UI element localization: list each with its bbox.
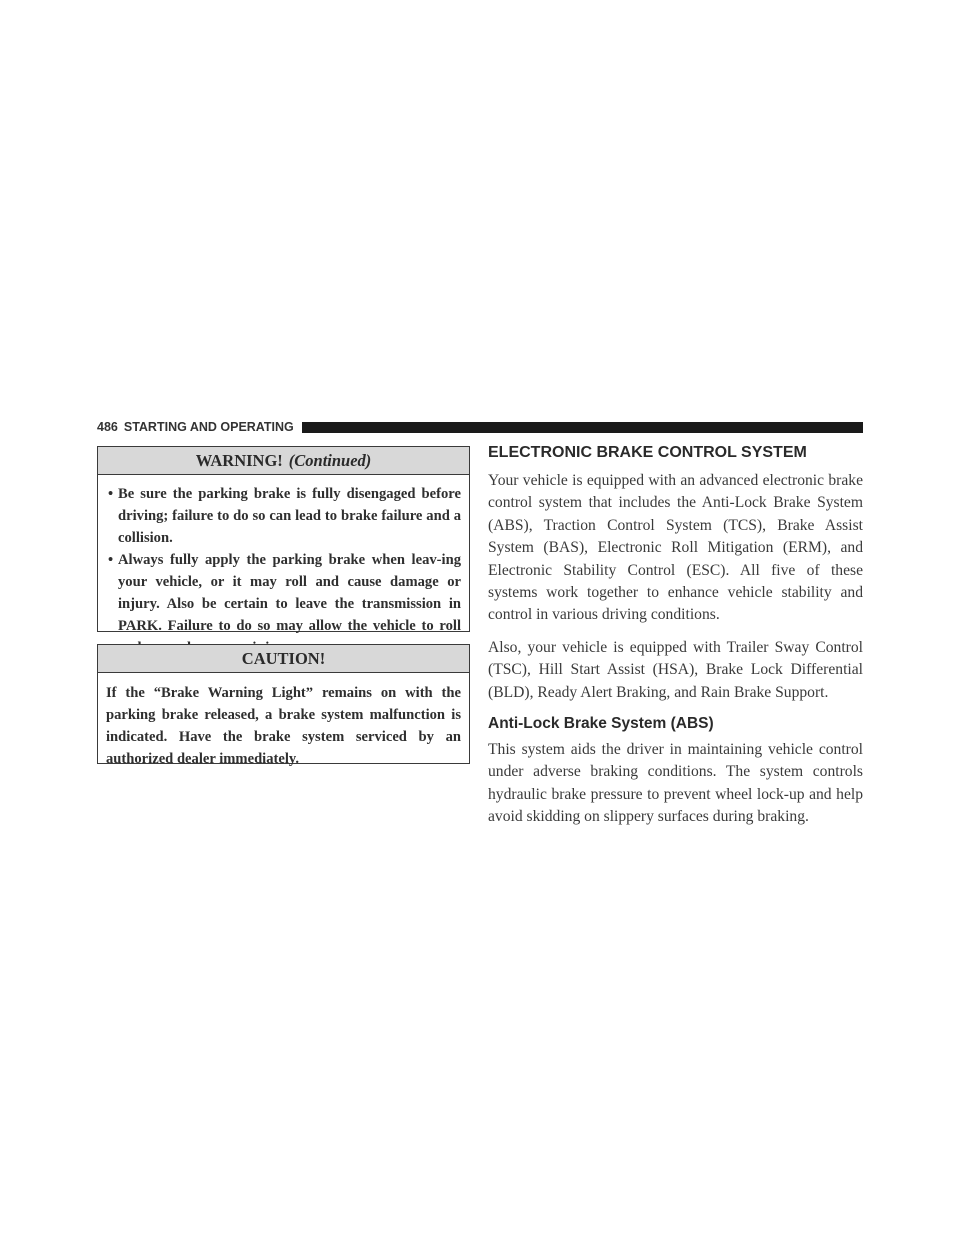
- caution-title: CAUTION!: [98, 645, 469, 673]
- paragraph: Also, your vehicle is equipped with Trailer Sway Control (TSC), Hill Start Assist (HSA), Brake Lock Differential (BLD), Ready Alert Braking, and Rain Brake Support.: [488, 638, 863, 701]
- warning-item-text: Always fully apply the parking brake when leav-ing your vehicle, or it may roll and cause damage or injury. Also be certain to leave the transmission in PARK. Failure to do so may allow the vehicle to roll: [118, 552, 461, 634]
- bullet-icon: •: [108, 552, 114, 568]
- caution-box: [97, 644, 470, 767]
- warning-list: [98, 475, 469, 659]
- paragraph: Your vehicle is equipped with an advanced electronic brake control system that includes the Anti-Lock Brake System (ABS), Traction Control System (TCS), Brake Assist System (BAS), Electronic Roll Mitigation (ERM), and Electronic Stability Control (ESC). All five of these systems work together to enhance vehicle stability and control in various driving conditions.: [488, 472, 863, 624]
- warning-box: [97, 446, 470, 632]
- caution-text: If the “Brake Warning Light” remains on with the parking brake released, a brake system malfunction is indicated. Have the brake system serviced by an authorized dealer immediately.: [106, 685, 461, 767]
- section-name: STARTING AND OPERATING: [123, 420, 294, 434]
- subsection-heading: Anti-Lock Brake System (ABS): [488, 715, 714, 733]
- warning-item-text: Be sure the parking brake is fully disengaged before driving; failure to do so can lead to brake failure and a collision.: [118, 486, 461, 546]
- paragraph: This system aids the driver in maintaining vehicle control under adverse braking conditions. The system controls hydraulic brake pressure to prevent wheel lock-up and help avoid skidding on slippery surfaces during braking.: [488, 741, 863, 826]
- list-item: [108, 549, 461, 659]
- list-item: [108, 483, 461, 549]
- right-column: [488, 442, 863, 839]
- warning-title-text: WARNING!: [195, 451, 283, 470]
- page-number: 486: [97, 420, 118, 434]
- section-heading: ELECTRONIC BRAKE CONTROL SYSTEM: [488, 444, 807, 461]
- warning-continued: (Continued): [288, 451, 372, 470]
- page-header: [97, 418, 863, 436]
- header-rule: [302, 422, 863, 433]
- bullet-icon: •: [108, 486, 114, 502]
- warning-title: [98, 447, 469, 475]
